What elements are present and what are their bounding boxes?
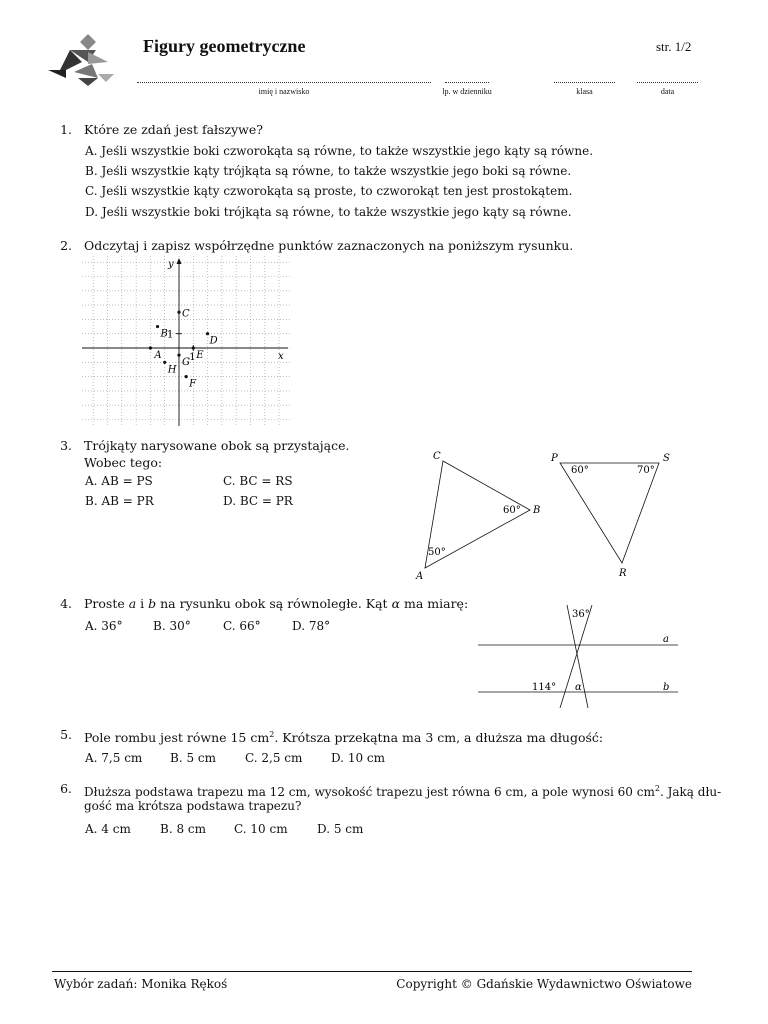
q3-option-c[interactable]: C. BC = RS bbox=[223, 474, 293, 488]
congruent-triangles-figure bbox=[405, 445, 695, 585]
q4-number: 4. bbox=[60, 596, 72, 611]
point-a bbox=[149, 346, 152, 349]
point-e bbox=[192, 346, 195, 349]
class-field[interactable] bbox=[554, 82, 615, 83]
q1-text: Które ze zdań jest fałszywe? bbox=[84, 122, 263, 137]
angle-p-label: 60° bbox=[571, 465, 589, 476]
parallel-lines-figure bbox=[470, 600, 685, 710]
point-c bbox=[177, 311, 180, 314]
q2-text: Odczytaj i zapisz współrzędne punktów zaznaczonych na poniższym rysunku. bbox=[84, 238, 574, 253]
angle-36-label: 36° bbox=[572, 609, 590, 620]
angle-s-label: 70° bbox=[637, 465, 655, 476]
q5-option-a[interactable]: A. 7,5 cm bbox=[85, 751, 143, 765]
q6-option-d[interactable]: D. 5 cm bbox=[317, 822, 364, 836]
name-field[interactable] bbox=[137, 82, 431, 83]
q6-option-a[interactable]: A. 4 cm bbox=[85, 822, 131, 836]
q6-text-line1: Dłuższa podstawa trapezu ma 12 cm, wysokość trapezu jest równa 6 cm, a pole wynosi 60 $cm^2$. Jaką dłu- bbox=[84, 784, 722, 799]
alpha-label: α bbox=[575, 682, 582, 693]
q1-option-d[interactable]: D. Jeśli wszystkie boki trójkąta są równe, to także wszystkie jego kąty są równe. bbox=[85, 205, 572, 219]
y-unit-label: 1 bbox=[167, 329, 174, 341]
angle-114-label: 114° bbox=[532, 682, 557, 693]
date-field[interactable] bbox=[637, 82, 698, 83]
q6-option-b[interactable]: B. 8 cm bbox=[160, 822, 206, 836]
point-label-b: B bbox=[160, 328, 168, 340]
q5-option-c[interactable]: C. 2,5 cm bbox=[245, 751, 303, 765]
label-b: B bbox=[533, 505, 541, 516]
q5-option-b[interactable]: B. 5 cm bbox=[170, 751, 216, 765]
label-p: P bbox=[551, 453, 558, 464]
point-label-c: C bbox=[182, 308, 190, 320]
q1-option-c[interactable]: C. Jeśli wszystkie kąty czworokąta są proste, to czworokąt ten jest prostokątem. bbox=[85, 184, 573, 198]
point-label-h: H bbox=[167, 364, 177, 376]
class-field-label: klasa bbox=[576, 87, 593, 96]
point-h bbox=[163, 361, 166, 364]
q1-number: 1. bbox=[60, 122, 72, 137]
q6-text-line2: gość ma krótsza podstawa trapezu? bbox=[84, 799, 302, 813]
x-axis-label: x bbox=[278, 351, 284, 362]
class-number-field[interactable] bbox=[445, 82, 489, 83]
point-b bbox=[156, 325, 159, 328]
point-label-g: G bbox=[182, 357, 190, 369]
coordinate-grid bbox=[82, 256, 292, 426]
footer-author: Wybór zadań: Monika Rękoś bbox=[54, 977, 228, 991]
label-r: R bbox=[619, 568, 627, 579]
worksheet-title: Figury geometryczne bbox=[143, 36, 306, 56]
q1-option-b[interactable]: B. Jeśli wszystkie kąty trójkąta są równe, to także wszystkie jego boki są równe. bbox=[85, 164, 572, 178]
q2-number: 2. bbox=[60, 238, 72, 253]
point-label-e: E bbox=[196, 350, 204, 361]
point-label-a: A bbox=[154, 350, 162, 361]
angle-a-label: 50° bbox=[428, 547, 446, 558]
q6-number: 6. bbox=[60, 781, 72, 796]
line-a-label: a bbox=[663, 634, 669, 645]
q3-text-line2: Wobec tego: bbox=[84, 455, 163, 470]
q1-option-a[interactable]: A. Jeśli wszystkie boki czworokąta są równe, to także wszystkie jego kąty są równe. bbox=[85, 144, 594, 158]
q4-option-b[interactable]: B. 30° bbox=[153, 619, 191, 633]
point-label-f: F bbox=[189, 378, 197, 390]
q3-option-d[interactable]: D. BC = PR bbox=[223, 494, 293, 508]
triangle-psr bbox=[560, 463, 659, 563]
q3-option-a[interactable]: A. AB = PS bbox=[85, 474, 153, 488]
footer-rule bbox=[52, 971, 692, 972]
label-a: A bbox=[416, 571, 424, 582]
q4-option-a[interactable]: A. 36° bbox=[85, 619, 123, 633]
point-f bbox=[185, 375, 188, 378]
q4-text: Proste a i b na rysunku obok są równoległe. Kąt α ma miarę: bbox=[84, 596, 469, 611]
q6-option-c[interactable]: C. 10 cm bbox=[234, 822, 288, 836]
q5-number: 5. bbox=[60, 727, 72, 742]
publisher-logo bbox=[48, 34, 114, 90]
label-c: C bbox=[433, 451, 441, 462]
y-axis-label: y bbox=[168, 259, 174, 270]
point-label-d: D bbox=[209, 335, 218, 347]
angle-b-label: 60° bbox=[503, 505, 521, 516]
y-axis-arrow bbox=[177, 258, 182, 264]
page-number: str. 1/2 bbox=[656, 39, 692, 54]
q5-text: Pole rombu jest równe 15 $cm^2$. Krótsza przekątna ma 3 cm, a dłuższa ma długość: bbox=[84, 730, 604, 746]
x-unit-label: 1 bbox=[189, 352, 196, 363]
q3-number: 3. bbox=[60, 438, 72, 453]
label-s: S bbox=[663, 453, 670, 464]
point-g bbox=[177, 354, 180, 357]
q5-option-d[interactable]: D. 10 cm bbox=[331, 751, 386, 765]
date-field-label: data bbox=[660, 87, 675, 96]
q3-text-line1: Trójkąty narysowane obok są przystające. bbox=[84, 438, 350, 453]
footer-copyright: Copyright © Gdańskie Wydawnictwo Oświatowe bbox=[396, 977, 692, 991]
q4-option-c[interactable]: C. 66° bbox=[223, 619, 261, 633]
q3-option-b[interactable]: B. AB = PR bbox=[85, 494, 154, 508]
q4-option-d[interactable]: D. 78° bbox=[292, 619, 331, 633]
line-b-label: b bbox=[663, 682, 670, 693]
class-number-field-label: lp. w dzienniku bbox=[442, 87, 492, 96]
name-field-label: imię i nazwisko bbox=[258, 87, 310, 96]
